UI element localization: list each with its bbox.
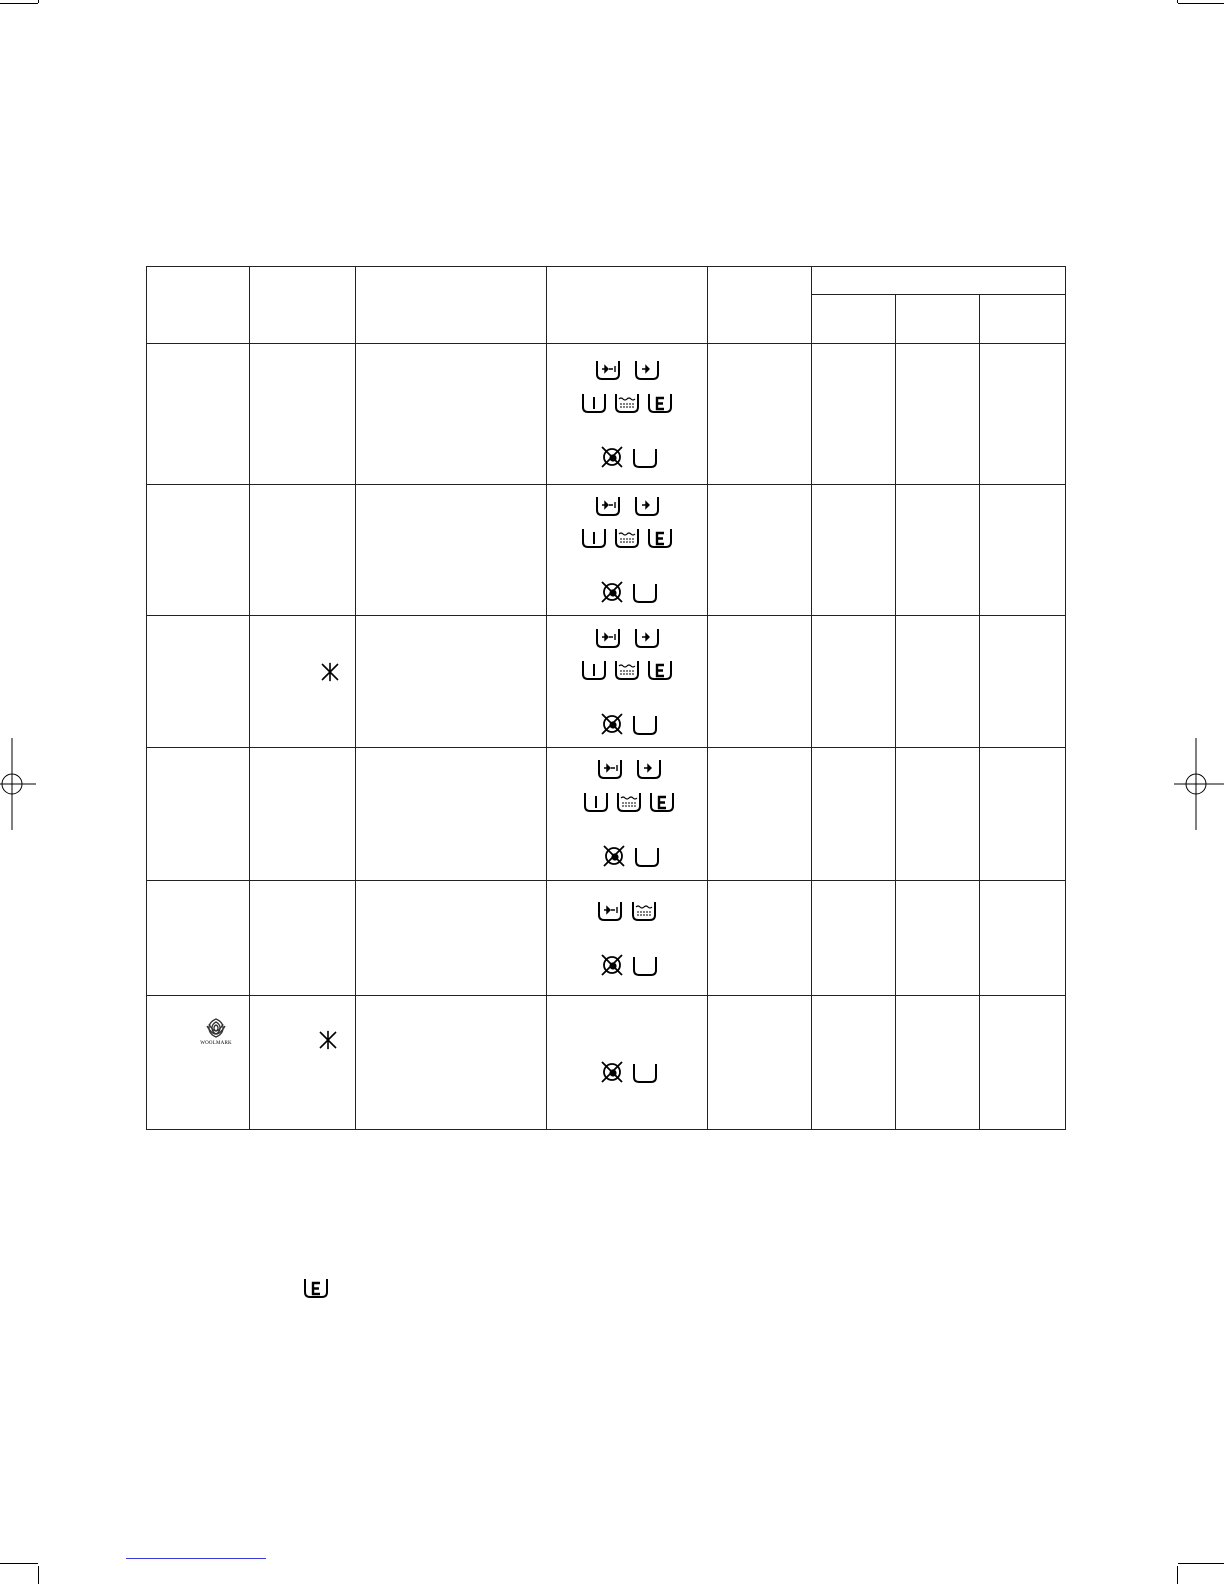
row-divider-1 xyxy=(146,484,1066,485)
row-divider-4 xyxy=(146,880,1066,881)
col-divider-7 xyxy=(979,294,980,1130)
col-divider-1 xyxy=(249,266,250,1130)
col-divider-3 xyxy=(546,266,547,1130)
rinse-icon xyxy=(615,393,639,413)
rinse-icon xyxy=(617,792,641,812)
row-divider-5 xyxy=(146,995,1066,996)
prewash-icon xyxy=(596,628,620,648)
prewash-icon xyxy=(598,759,622,779)
main-wash-icon xyxy=(584,792,608,812)
main-wash-icon xyxy=(582,393,606,413)
prewash-short-icon xyxy=(635,628,659,648)
no-spin-icon xyxy=(600,1061,624,1083)
drain-icon xyxy=(633,956,657,976)
prewash-icon xyxy=(596,496,620,516)
col-divider-2 xyxy=(355,266,356,1130)
row-divider-header xyxy=(146,343,1066,344)
no-spin-icon xyxy=(602,845,626,867)
woolmark-logo xyxy=(196,1016,236,1050)
no-spin-icon xyxy=(600,581,624,603)
economy-icon xyxy=(648,393,672,413)
main-wash-icon xyxy=(582,528,606,548)
col-divider-4 xyxy=(707,266,708,1130)
economy-icon xyxy=(650,792,674,812)
prewash-short-icon xyxy=(635,496,659,516)
drain-icon xyxy=(633,1063,657,1083)
footer-link-underline[interactable] xyxy=(126,1558,266,1559)
cold-wash-icon xyxy=(320,1032,336,1048)
table-border-top xyxy=(146,266,1066,267)
prewash-short-icon xyxy=(637,759,661,779)
cold-wash-icon xyxy=(322,664,338,680)
table-border-left xyxy=(146,266,147,1130)
table-border-right xyxy=(1065,266,1066,1130)
no-spin-icon xyxy=(600,446,624,468)
woolmark-label: WOOLMARK xyxy=(200,1041,232,1046)
prewash-icon xyxy=(598,901,622,921)
drain-icon xyxy=(633,448,657,468)
table-border-bottom xyxy=(146,1129,1066,1130)
rinse-icon xyxy=(615,528,639,548)
prewash-icon xyxy=(596,360,620,380)
row-divider-3 xyxy=(146,747,1066,748)
no-spin-icon xyxy=(600,954,624,976)
rinse-icon xyxy=(615,660,639,680)
main-wash-icon xyxy=(582,660,606,680)
prewash-short-icon xyxy=(635,360,659,380)
drain-icon xyxy=(633,715,657,735)
col-divider-6 xyxy=(895,294,896,1130)
drain-icon xyxy=(633,583,657,603)
rinse-icon xyxy=(632,901,656,921)
col-divider-5 xyxy=(811,266,812,1130)
economy-icon xyxy=(648,528,672,548)
header-subgroup-divider xyxy=(811,294,1066,295)
economy-icon xyxy=(648,660,672,680)
no-spin-icon xyxy=(600,713,624,735)
row-divider-2 xyxy=(146,615,1066,616)
drain-icon xyxy=(635,847,659,867)
economy-icon xyxy=(304,1278,328,1298)
